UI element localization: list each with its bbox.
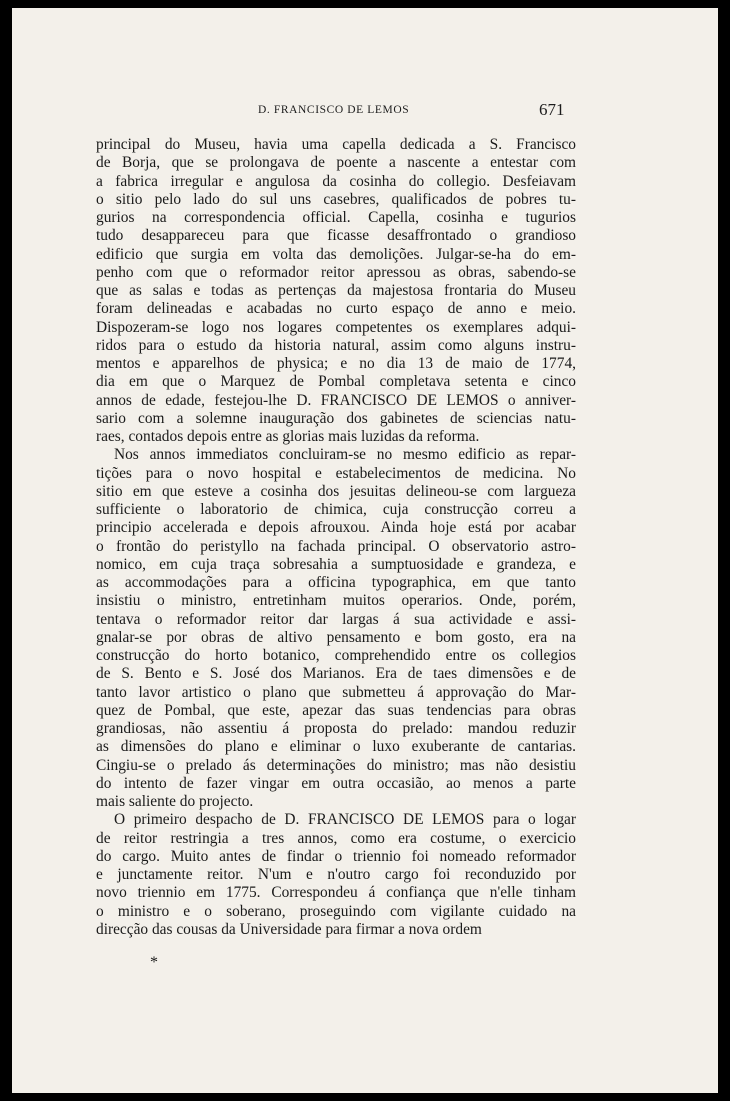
text-line: edificio que surgia em volta das demolições. Julgar-se-ha do em- bbox=[96, 245, 576, 263]
text-line: penho com que o reformador reitor apressou as obras, sabendo-se bbox=[96, 263, 576, 281]
text-line: sario com a solemne inauguração dos gabinetes de sciencias natu- bbox=[96, 409, 576, 427]
book-page bbox=[12, 8, 718, 1093]
paragraph bbox=[96, 446, 576, 811]
text-line: insistiu o ministro, entretinham muitos operarios. Onde, porém, bbox=[96, 592, 576, 610]
text-line: dia em que o Marquez de Pombal completava setenta e cinco bbox=[96, 373, 576, 391]
page-header bbox=[12, 100, 718, 126]
text-line: as dimensões do plano e eliminar o luxo exuberante de cantarias. bbox=[96, 738, 576, 756]
text-line: tentava o reformador reitor dar largas á sua actividade e assi- bbox=[96, 610, 576, 628]
text-line: principal do Museu, havia uma capella dedicada a S. Francisco bbox=[96, 136, 576, 153]
text-line: foram delineadas e acabadas no curto espaço de anno e meio. bbox=[96, 300, 576, 318]
text-line: a fabrica irregular e angulosa da cosinha do collegio. Desfeiavam bbox=[96, 172, 576, 190]
text-line: raes, contados depois entre as glorias mais luzidas da reforma. bbox=[96, 428, 480, 445]
paragraph bbox=[96, 811, 576, 939]
text-line: annos de edade, festejou-lhe D. FRANCISCO DE LEMOS o anniver- bbox=[96, 391, 576, 409]
text-line: de reitor restringia a tres annos, como era costume, o exercicio bbox=[96, 829, 576, 847]
footnote-mark: * bbox=[150, 954, 158, 971]
text-line: que as salas e todas as pertenças da majestosa frontaria do Museu bbox=[96, 282, 576, 299]
text-line: nomico, em cuja traça sobresahia a sumptuosidade e grandeza, e bbox=[96, 555, 576, 573]
text-line: as accommodações para a officina typographica, em que tanto bbox=[96, 574, 576, 591]
text-line: mentos e apparelhos de physica; e no dia 13 de maio de 1774, bbox=[96, 355, 576, 372]
text-line: gurios na correspondencia official. Capella, cosinha e tugurios bbox=[96, 209, 576, 226]
text-line: Nos annos immediatos concluiram-se no mesmo edificio as repar- bbox=[114, 446, 576, 464]
text-line: tições para o novo hospital e estabelecimentos de medicina. No bbox=[96, 464, 576, 482]
paragraph bbox=[96, 136, 576, 446]
text-line: grandiosas, não assentiu á proposta do prelado: mandou reduzir bbox=[96, 720, 576, 737]
text-line: sitio em que esteve a cosinha dos jesuitas delineou-se com largueza bbox=[96, 482, 576, 500]
text-line: mais saliente do projecto. bbox=[96, 793, 254, 810]
text-line: Cingiu-se o prelado ás determinações do ministro; mas não desistiu bbox=[96, 756, 576, 774]
text-line: quez de Pombal, que este, apezar das suas tendencias para obras bbox=[96, 701, 576, 719]
text-line: gnalar-se por obras de altivo pensamento e bom gosto, era na bbox=[96, 628, 576, 646]
text-line: do intento de fazer vingar em outra occasião, ao menos a parte bbox=[96, 774, 576, 792]
page-number: 671 bbox=[539, 100, 565, 119]
text-line: direcção das cousas da Universidade para firmar a nova ordem bbox=[96, 920, 482, 938]
text-line: tudo desappareceu para que ficasse desaffrontado o grandioso bbox=[96, 227, 576, 245]
text-line: principio accelerada e depois afrouxou. Ainda hoje está por acabar bbox=[96, 519, 576, 537]
text-line: o sitio pelo lado do sul uns casebres, qualificados de pobres tu- bbox=[96, 190, 576, 208]
text-line: construcção do horto botanico, comprehendido entre os collegios bbox=[96, 647, 576, 664]
text-line: O primeiro despacho de D. FRANCISCO DE LEMOS para o logar bbox=[114, 811, 576, 829]
text-line: Dispozeram-se logo nos logares competentes os exemplares adqui- bbox=[96, 318, 576, 336]
text-line: novo triennio em 1775. Correspondeu á confiança que n'elle tinham bbox=[96, 884, 576, 902]
text-line: e junctamente reitor. N'um e n'outro cargo foi reconduzido por bbox=[96, 866, 576, 883]
text-line: do cargo. Muito antes de findar o triennio foi nomeado reformador bbox=[96, 847, 576, 865]
text-line: de S. Bento e S. José dos Marianos. Era de taes dimensões e de bbox=[96, 665, 576, 683]
running-title: D. FRANCISCO DE LEMOS bbox=[258, 104, 410, 116]
text-line: tanto lavor artistico o plano que submetteu á approvação do Mar- bbox=[96, 683, 576, 701]
body-text bbox=[96, 136, 576, 939]
text-line: sufficiente o laboratorio de chimica, cuja construcção correu a bbox=[96, 501, 576, 518]
text-line: de Borja, que se prolongava de poente a nascente a entestar com bbox=[96, 154, 576, 172]
text-line: o frontão do peristyllo na fachada principal. O observatorio astro- bbox=[96, 537, 576, 555]
text-line: ridos para o estudo da historia natural, assim como alguns instru- bbox=[96, 336, 576, 354]
text-line: o ministro e o soberano, proseguindo com vigilante cuidado na bbox=[96, 902, 576, 920]
